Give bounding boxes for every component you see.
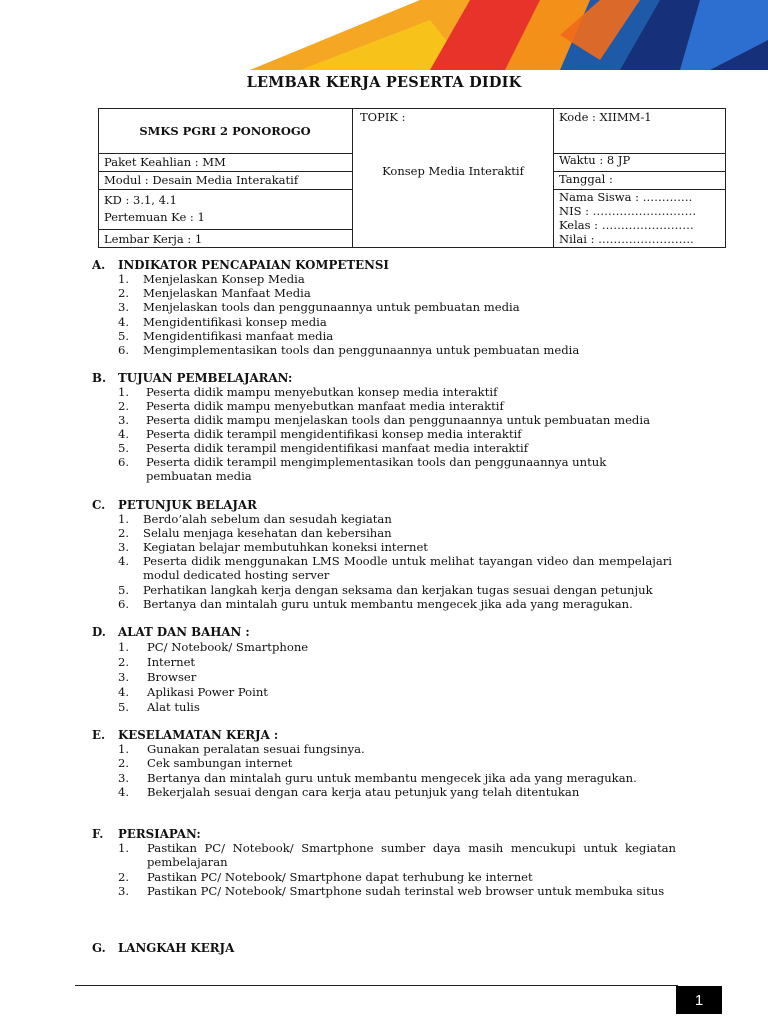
paket-keahlian: Paket Keahlian : MM (104, 155, 226, 169)
section-g-heading: G. LANGKAH KERJA (92, 941, 235, 955)
lembar-kerja: Lembar Kerja : 1 (104, 232, 203, 246)
waktu: Waktu : 8 JP (559, 153, 631, 167)
kode: Kode : XIIMM-1 (559, 110, 652, 124)
section-a-heading: A. INDIKATOR PENCAPAIAN KOMPETENSI (92, 258, 389, 272)
header-table (98, 108, 726, 248)
kd: KD : 3.1, 4.1 (104, 193, 177, 207)
tanggal: Tanggal : (559, 172, 613, 186)
header-banner (0, 0, 768, 70)
topik-label: TOPIK : (360, 110, 406, 124)
nis: NIS : ……………………… (559, 204, 697, 218)
modul: Modul : Desain Media Interakatif (104, 173, 299, 187)
section-d-heading: D. ALAT DAN BAHAN : (92, 625, 250, 639)
nilai: Nilai : ……………………. (559, 232, 694, 246)
section-e-heading: E. KESELAMATAN KERJA : (92, 728, 279, 742)
footer-divider (75, 985, 678, 986)
topik-value: Konsep Media Interaktif (382, 164, 524, 178)
kelas: Kelas : …………………… (559, 218, 694, 232)
section-c-heading: C. PETUNJUK BELAJAR (92, 498, 257, 512)
page-title: LEMBAR KERJA PESERTA DIDIK (246, 74, 522, 91)
page-number: 1 (676, 986, 722, 1014)
school-name: SMKS PGRI 2 PONOROGO (139, 124, 311, 138)
section-b-heading: B. TUJUAN PEMBELAJARAN: (92, 371, 293, 385)
section-f-heading: F. PERSIAPAN: (92, 827, 201, 841)
pertemuan: Pertemuan Ke : 1 (104, 210, 205, 224)
nama-siswa: Nama Siswa : …………. (559, 190, 693, 204)
